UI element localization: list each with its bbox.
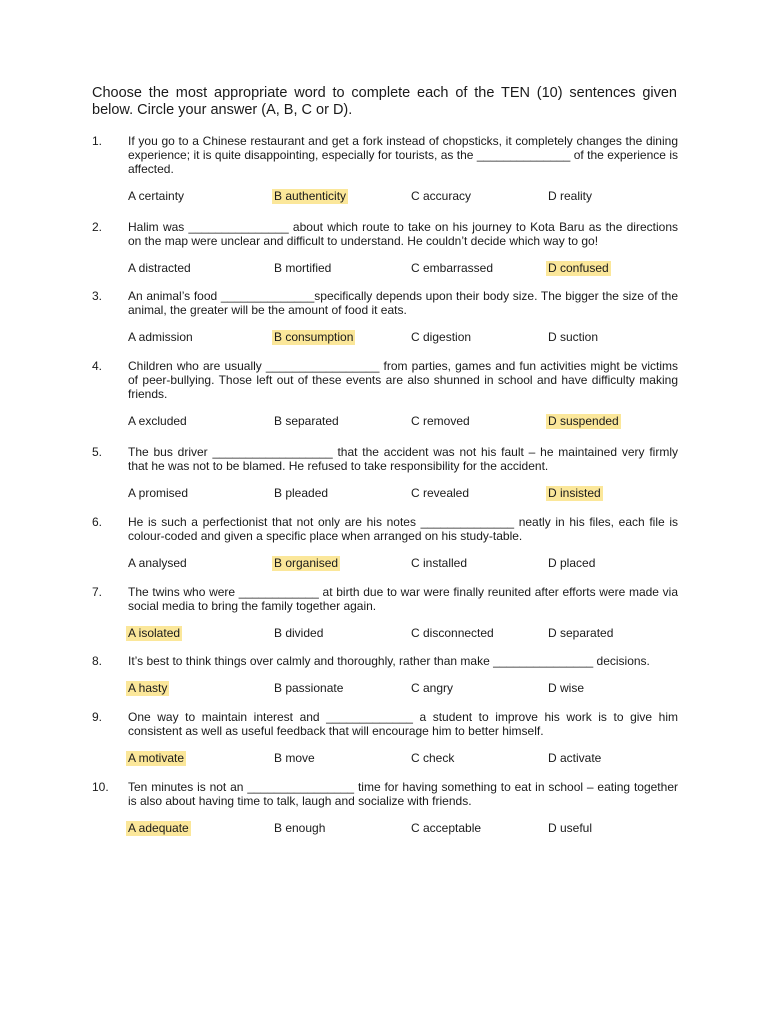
question-number: 3. <box>92 289 103 303</box>
question-number: 9. <box>92 710 103 724</box>
answer-options <box>128 751 678 767</box>
answer-option-highlighted[interactable]: B authenticity <box>274 189 347 203</box>
question-item <box>92 359 678 430</box>
answer-option[interactable]: A distracted <box>128 261 191 275</box>
answer-option-highlighted[interactable]: A hasty <box>128 681 168 695</box>
question-number: 4. <box>92 359 103 373</box>
answer-option[interactable]: C angry <box>411 681 454 695</box>
answer-option[interactable]: C accuracy <box>411 189 472 203</box>
answer-option[interactable]: B move <box>274 751 315 765</box>
answer-option[interactable]: B divided <box>274 626 324 640</box>
answer-option[interactable]: D suction <box>548 330 599 344</box>
question-number: 1. <box>92 134 103 148</box>
answer-options <box>128 189 678 205</box>
question-item <box>92 585 678 642</box>
question-text: The twins who were ____________ at birth due to war were finally reunited after efforts were made via social media to bring the family together again. <box>128 585 678 613</box>
answer-option[interactable]: D reality <box>548 189 593 203</box>
answer-option[interactable]: C embarrassed <box>411 261 494 275</box>
answer-options <box>128 414 678 430</box>
answer-option[interactable]: A promised <box>128 486 189 500</box>
question-number: 6. <box>92 515 103 529</box>
answer-option[interactable]: C installed <box>411 556 468 570</box>
question-item <box>92 289 678 346</box>
answer-option[interactable]: C digestion <box>411 330 472 344</box>
answer-option-highlighted[interactable]: A adequate <box>128 821 189 835</box>
question-text: If you go to a Chinese restaurant and get a fork instead of chopsticks, it completely changes the dining experience; it is quite disappointing, especially for tourists, as the ______________ of the experience is affected. <box>128 134 678 176</box>
answer-options <box>128 261 678 277</box>
question-text: One way to maintain interest and _____________ a student to improve his work is to give him consistent as well as useful feedback that will encourage him to better himself. <box>128 710 678 738</box>
question-text: It’s best to think things over calmly and thoroughly, rather than make _______________ decisions. <box>128 654 650 668</box>
answer-option[interactable]: B mortified <box>274 261 332 275</box>
answer-option[interactable]: A admission <box>128 330 193 344</box>
answer-option[interactable]: A analysed <box>128 556 187 570</box>
answer-option[interactable]: C removed <box>411 414 470 428</box>
answer-option[interactable]: B passionate <box>274 681 344 695</box>
answer-option[interactable]: A certainty <box>128 189 185 203</box>
question-text: Halim was _______________ about which route to take on his journey to Kota Baru as the directions on the map were unclear and difficult to understand. He couldn’t decide which way to go! <box>128 220 678 248</box>
question-text: Ten minutes is not an ________________ time for having something to eat in school – eating together is also about having time to talk, laugh and socialize with friends. <box>128 780 678 808</box>
answer-options <box>128 821 678 837</box>
answer-option[interactable]: D separated <box>548 626 614 640</box>
answer-option[interactable]: D useful <box>548 821 593 835</box>
question-item <box>92 134 678 205</box>
answer-option[interactable]: B pleaded <box>274 486 329 500</box>
answer-option[interactable]: C check <box>411 751 455 765</box>
question-number: 5. <box>92 445 103 459</box>
answer-option-highlighted[interactable]: B organised <box>274 556 339 570</box>
answer-option-highlighted[interactable]: D confused <box>548 261 609 275</box>
question-text: Children who are usually _________________ from parties, games and fun activities might be victims of peer-bullying. Those left out of these events are also shunned in school and have difficulty making friends. <box>128 359 678 401</box>
question-text: He is such a perfectionist that not only are his notes ______________ neatly in his files, each file is colour-coded and given a specific place when arranged on his study-table. <box>128 515 678 543</box>
answer-option[interactable]: C acceptable <box>411 821 482 835</box>
question-list <box>92 134 678 837</box>
answer-options <box>128 486 678 502</box>
question-number: 8. <box>92 654 103 668</box>
answer-option-highlighted[interactable]: B consumption <box>274 330 354 344</box>
answer-option[interactable]: C disconnected <box>411 626 494 640</box>
answer-option-highlighted[interactable]: A isolated <box>128 626 181 640</box>
question-item <box>92 515 678 572</box>
answer-option[interactable]: B enough <box>274 821 326 835</box>
question-item <box>92 710 678 767</box>
question-number: 10. <box>92 780 109 794</box>
answer-option[interactable]: D wise <box>548 681 585 695</box>
answer-option-highlighted[interactable]: D insisted <box>548 486 601 500</box>
question-item <box>92 654 678 697</box>
question-text: The bus driver __________________ that the accident was not his fault – he maintained very firmly that he was not to be blamed. He refused to take responsibility for the accident. <box>128 445 678 473</box>
answer-option[interactable]: C revealed <box>411 486 470 500</box>
answer-option[interactable]: D activate <box>548 751 602 765</box>
answer-options <box>128 626 678 642</box>
answer-options <box>128 330 678 346</box>
answer-options <box>128 556 678 572</box>
question-item <box>92 780 678 837</box>
question-item <box>92 445 678 502</box>
answer-option[interactable]: A excluded <box>128 414 187 428</box>
question-number: 2. <box>92 220 103 234</box>
answer-option[interactable]: B separated <box>274 414 339 428</box>
question-text: An animal’s food ______________specifically depends upon their body size. The bigger the size of the animal, the greater will be the amount of food it eats. <box>128 289 678 317</box>
question-number: 7. <box>92 585 103 599</box>
answer-option-highlighted[interactable]: A motivate <box>128 751 185 765</box>
instructions: Choose the most appropriate word to complete each of the TEN (10) sentences given below. Circle your answer (A, B, C or D). <box>92 85 677 118</box>
answer-option[interactable]: D placed <box>548 556 596 570</box>
question-item <box>92 220 678 277</box>
answer-options <box>128 681 678 697</box>
answer-option-highlighted[interactable]: D suspended <box>548 414 619 428</box>
